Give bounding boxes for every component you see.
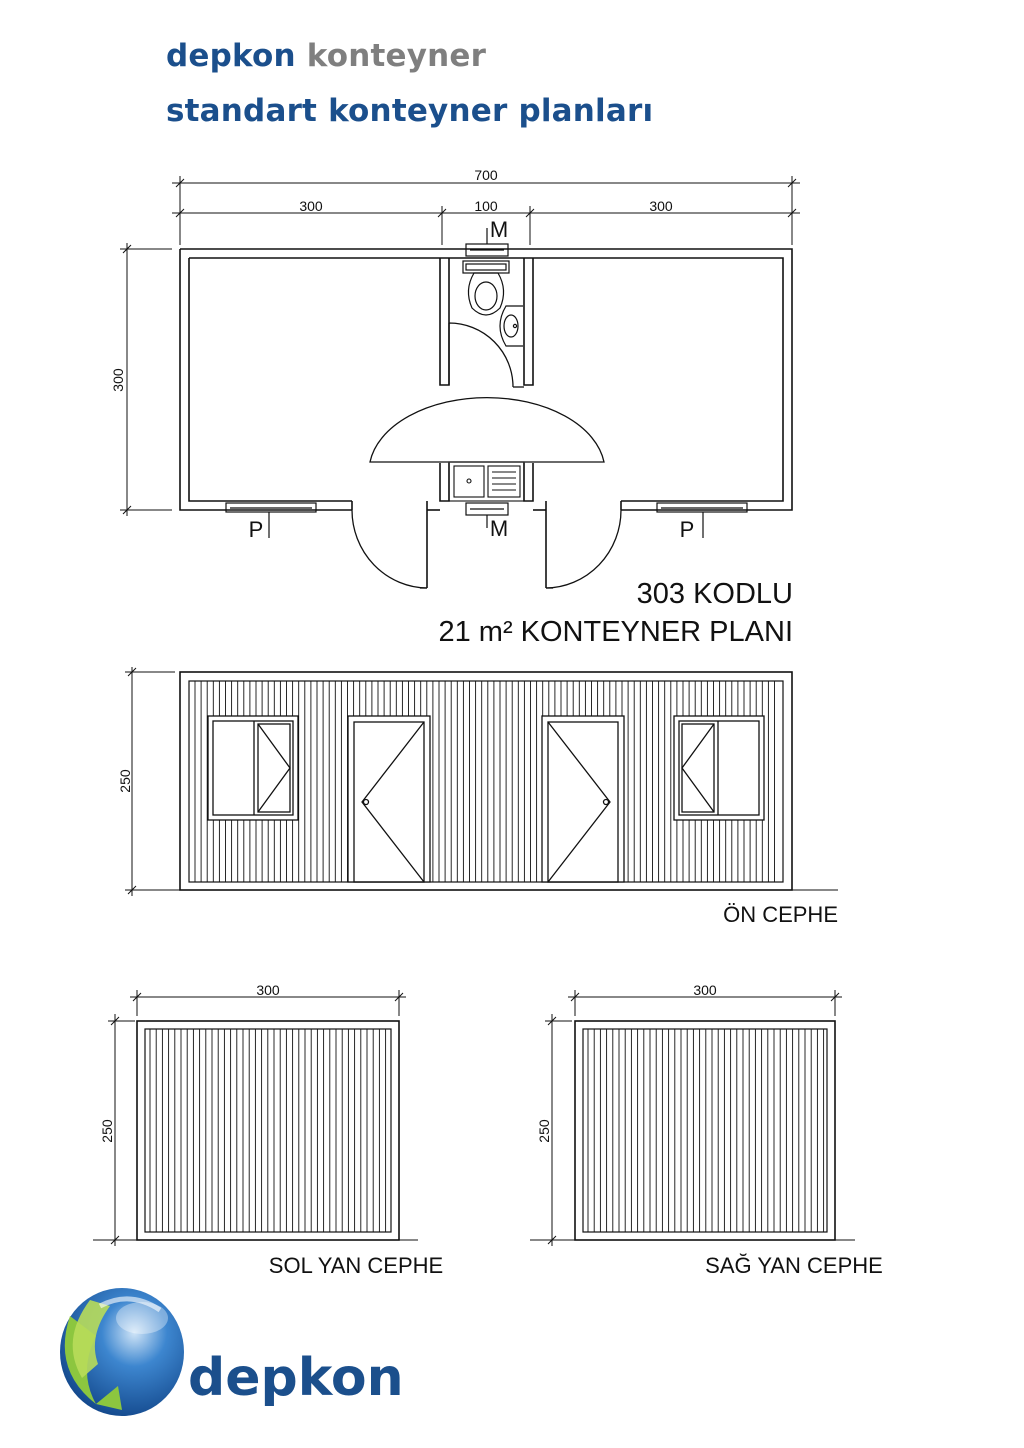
marker-p-left: P xyxy=(248,517,264,542)
depkon-logo xyxy=(60,1288,404,1416)
marker-m-bottom: M xyxy=(489,516,509,541)
logo-wordmark: depkon xyxy=(188,1348,404,1408)
left-elevation-label: SOL YAN CEPHE xyxy=(268,1253,444,1278)
dim-depth: 300 xyxy=(110,368,126,392)
washbasin-fixture xyxy=(500,306,523,346)
left-side-elevation xyxy=(93,990,418,1246)
right-side-elevation xyxy=(530,990,855,1246)
interior-partitions xyxy=(427,258,546,588)
left-dim-height: 250 xyxy=(99,1119,115,1143)
dim-left-room: 300 xyxy=(299,198,323,214)
front-dim-height: 250 xyxy=(117,769,133,793)
plan-code-label: 303 KODLU xyxy=(636,578,793,610)
brand-primary: depkon xyxy=(166,38,296,74)
brand-secondary: konteyner xyxy=(306,38,487,74)
dim-total: 700 xyxy=(474,167,498,183)
right-elevation-label: SAĞ YAN CEPHE xyxy=(705,1253,883,1278)
toilet-fixture xyxy=(463,261,509,315)
front-door-right xyxy=(542,716,624,882)
dim-right-room: 300 xyxy=(649,198,673,214)
front-window-right xyxy=(674,716,764,820)
outer-walls xyxy=(180,249,792,510)
marker-p-right: P xyxy=(679,517,695,542)
wc-door-swing xyxy=(449,323,513,387)
entrance-door-right xyxy=(546,510,621,588)
left-dim-width: 300 xyxy=(256,982,280,998)
entrance-door-left xyxy=(352,510,427,588)
front-window-left xyxy=(208,716,298,820)
marker-m-top: M xyxy=(489,217,509,242)
page-subtitle: standart konteyner planları xyxy=(166,93,654,129)
front-elevation xyxy=(125,667,838,896)
left-wall-ribs xyxy=(150,1029,386,1232)
hall-door-swing xyxy=(370,398,604,462)
plan-windows xyxy=(226,228,747,538)
kitchen-sink-fixture xyxy=(449,462,524,501)
right-dim-width: 300 xyxy=(693,982,717,998)
globe-icon xyxy=(60,1288,184,1416)
right-wall-ribs xyxy=(588,1029,824,1232)
right-dim-height: 250 xyxy=(536,1119,552,1143)
plan-title-label: 21 m² KONTEYNER PLANI xyxy=(438,616,793,648)
dimension-line-depth xyxy=(120,243,172,516)
dim-wc: 100 xyxy=(474,198,498,214)
floor-plan xyxy=(120,176,800,588)
front-door-left xyxy=(348,716,430,882)
front-elevation-label: ÖN CEPHE xyxy=(723,902,838,927)
